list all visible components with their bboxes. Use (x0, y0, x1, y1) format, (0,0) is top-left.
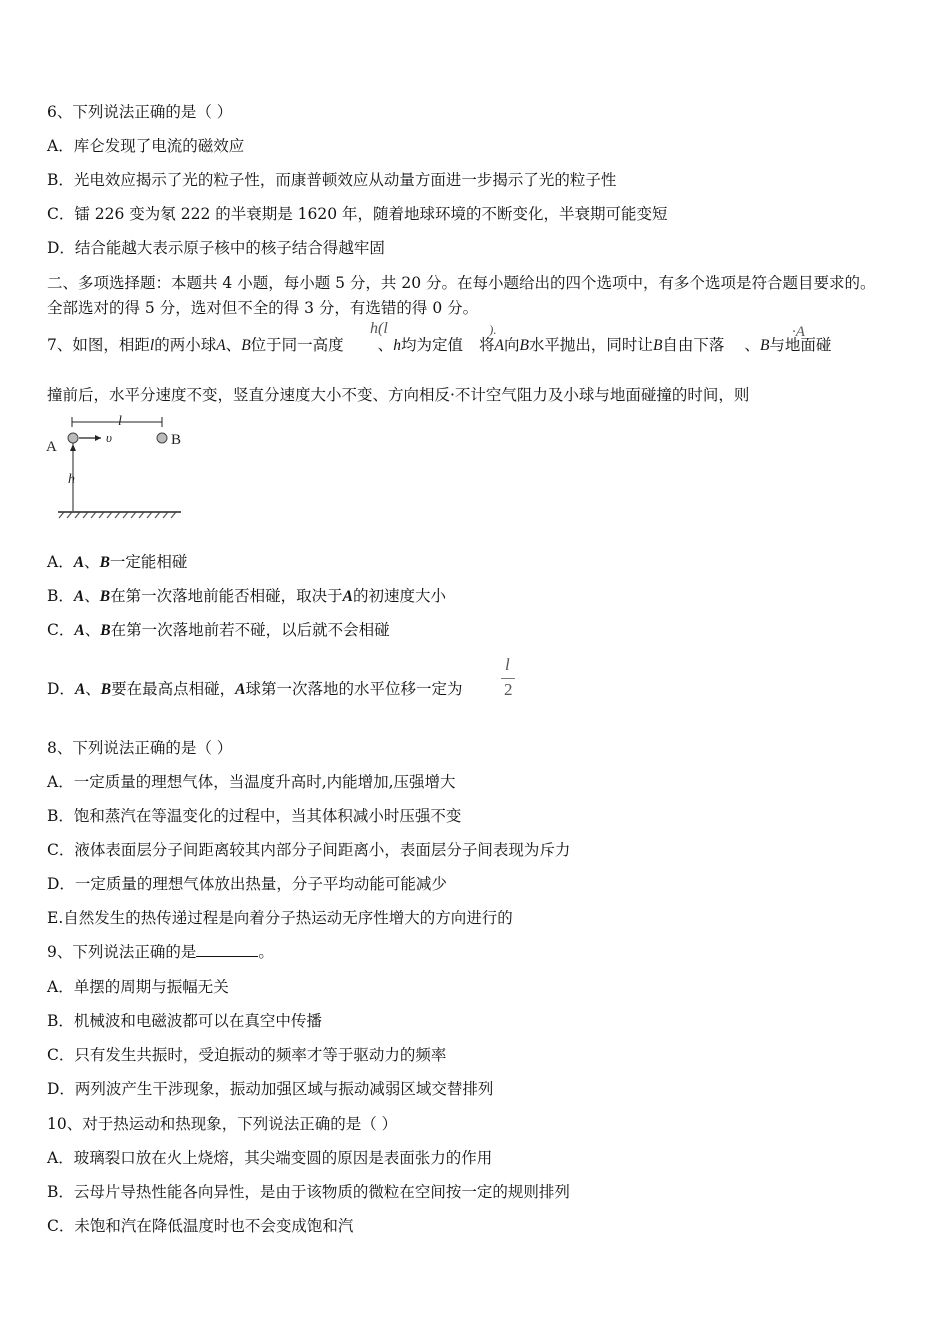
ground-hatching (59, 512, 176, 518)
q8-option-b: B．饱和蒸汽在等温变化的过程中，当其体积减小时压强不变 (47, 807, 462, 825)
q10-option-a: A．玻璃裂口放在火上烧熔，其尖端变圆的原因是表面张力的作用 (47, 1149, 493, 1167)
q7-stem-line1: 7、如图，相距l的两小球A、B位于同一高度 、h均为定值 将A向B水平抛出，同时让B自由下落 、B与地面碰 (47, 336, 832, 354)
q7-formula-dot-a: ·A (792, 324, 805, 340)
q6-stem: 6、下列说法正确的是（ ） (47, 103, 233, 121)
ball-b (157, 433, 167, 443)
q6-option-d: D．结合能越大表示原子核中的核子结合得越牢固 (47, 239, 385, 257)
velocity-arrowhead (95, 435, 101, 441)
q8-option-c: C．液体表面层分子间距离较其内部分子间距离小，表面层分子间表现为斥力 (47, 841, 571, 859)
q8-option-a: A．一定质量的理想气体，当温度升高时,内能增加,压强增大 (47, 773, 456, 791)
figure-label-h: h (68, 472, 75, 487)
q7-formula-close: ). (489, 322, 497, 337)
q8-stem: 8、下列说法正确的是（ ） (47, 739, 233, 757)
q6-option-b: B．光电效应揭示了光的粒子性，而康普顿效应从动量方面进一步揭示了光的粒子性 (47, 171, 617, 189)
q7-stem-line2: 撞前后，水平分速度不变，竖直分速度大小不变、方向相反·不计空气阻力及小球与地面碰撞的时间，则 (47, 386, 750, 404)
q7-option-c: C．A、B在第一次落地前若不碰，以后就不会相碰 (47, 621, 390, 639)
q9-option-b: B．机械波和电磁波都可以在真空中传播 (47, 1012, 322, 1030)
q7-option-d: D．A、B要在最高点相碰，A球第一次落地的水平位移一定为 (47, 680, 463, 698)
figure-label-a: A (46, 439, 57, 455)
q9-option-c: C．只有发生共振时，受迫振动的频率才等于驱动力的频率 (47, 1046, 447, 1064)
q7-option-b: B．A、B在第一次落地前能否相碰，取决于A的初速度大小 (47, 587, 446, 605)
ball-a (68, 433, 78, 443)
q6-option-a: A．库仑发现了电流的磁效应 (47, 137, 245, 155)
q10-option-b: B．云母片导热性能各向异性，是由于该物质的微粒在空间按一定的规则排列 (47, 1183, 570, 1201)
figure-label-b: B (171, 432, 182, 448)
height-arrowhead (70, 444, 76, 451)
q8-option-e: E.自然发生的热传递过程是向着分子热运动无序性增大的方向进行的 (47, 909, 513, 927)
q9-stem: 9、下列说法正确的是 。 (47, 943, 274, 961)
q10-stem: 10、对于热运动和热现象，下列说法正确的是（ ） (47, 1115, 398, 1133)
q7-figure (44, 410, 189, 522)
figure-label-v: υ (106, 430, 112, 445)
q7-formula-h-l: h(l (370, 320, 388, 337)
q6-option-c: C．镭 226 变为氡 222 的半衰期是 1620 年，随着地球环境的不断变化，半衰期可能变短 (47, 205, 668, 223)
q10-option-c: C．未饱和汽在降低温度时也不会变成饱和汽 (47, 1217, 354, 1235)
q7-fraction-denominator: 2 (504, 680, 513, 699)
q7-fraction-numerator: l (505, 655, 510, 674)
section2-instructions-line1: 二、多项选择题：本题共 4 小题，每小题 5 分，共 20 分。在每小题给出的四个选项中，有多个选项是符合题目要求的。 (47, 274, 876, 292)
q8-option-d: D．一定质量的理想气体放出热量，分子平均动能可能减少 (47, 875, 447, 893)
figure-label-l: l (118, 414, 122, 429)
section2-instructions-line2: 全部选对的得 5 分，选对但不全的得 3 分，有选错的得 0 分。 (47, 299, 479, 317)
q7-fraction-bar (501, 678, 515, 679)
q7-option-a: A．A、B一定能相碰 (47, 553, 188, 571)
answer-blank (196, 942, 258, 957)
q9-option-d: D．两列波产生干涉现象，振动加强区域与振动减弱区域交替排列 (47, 1080, 494, 1098)
q9-option-a: A．单摆的周期与振幅无关 (47, 978, 229, 996)
